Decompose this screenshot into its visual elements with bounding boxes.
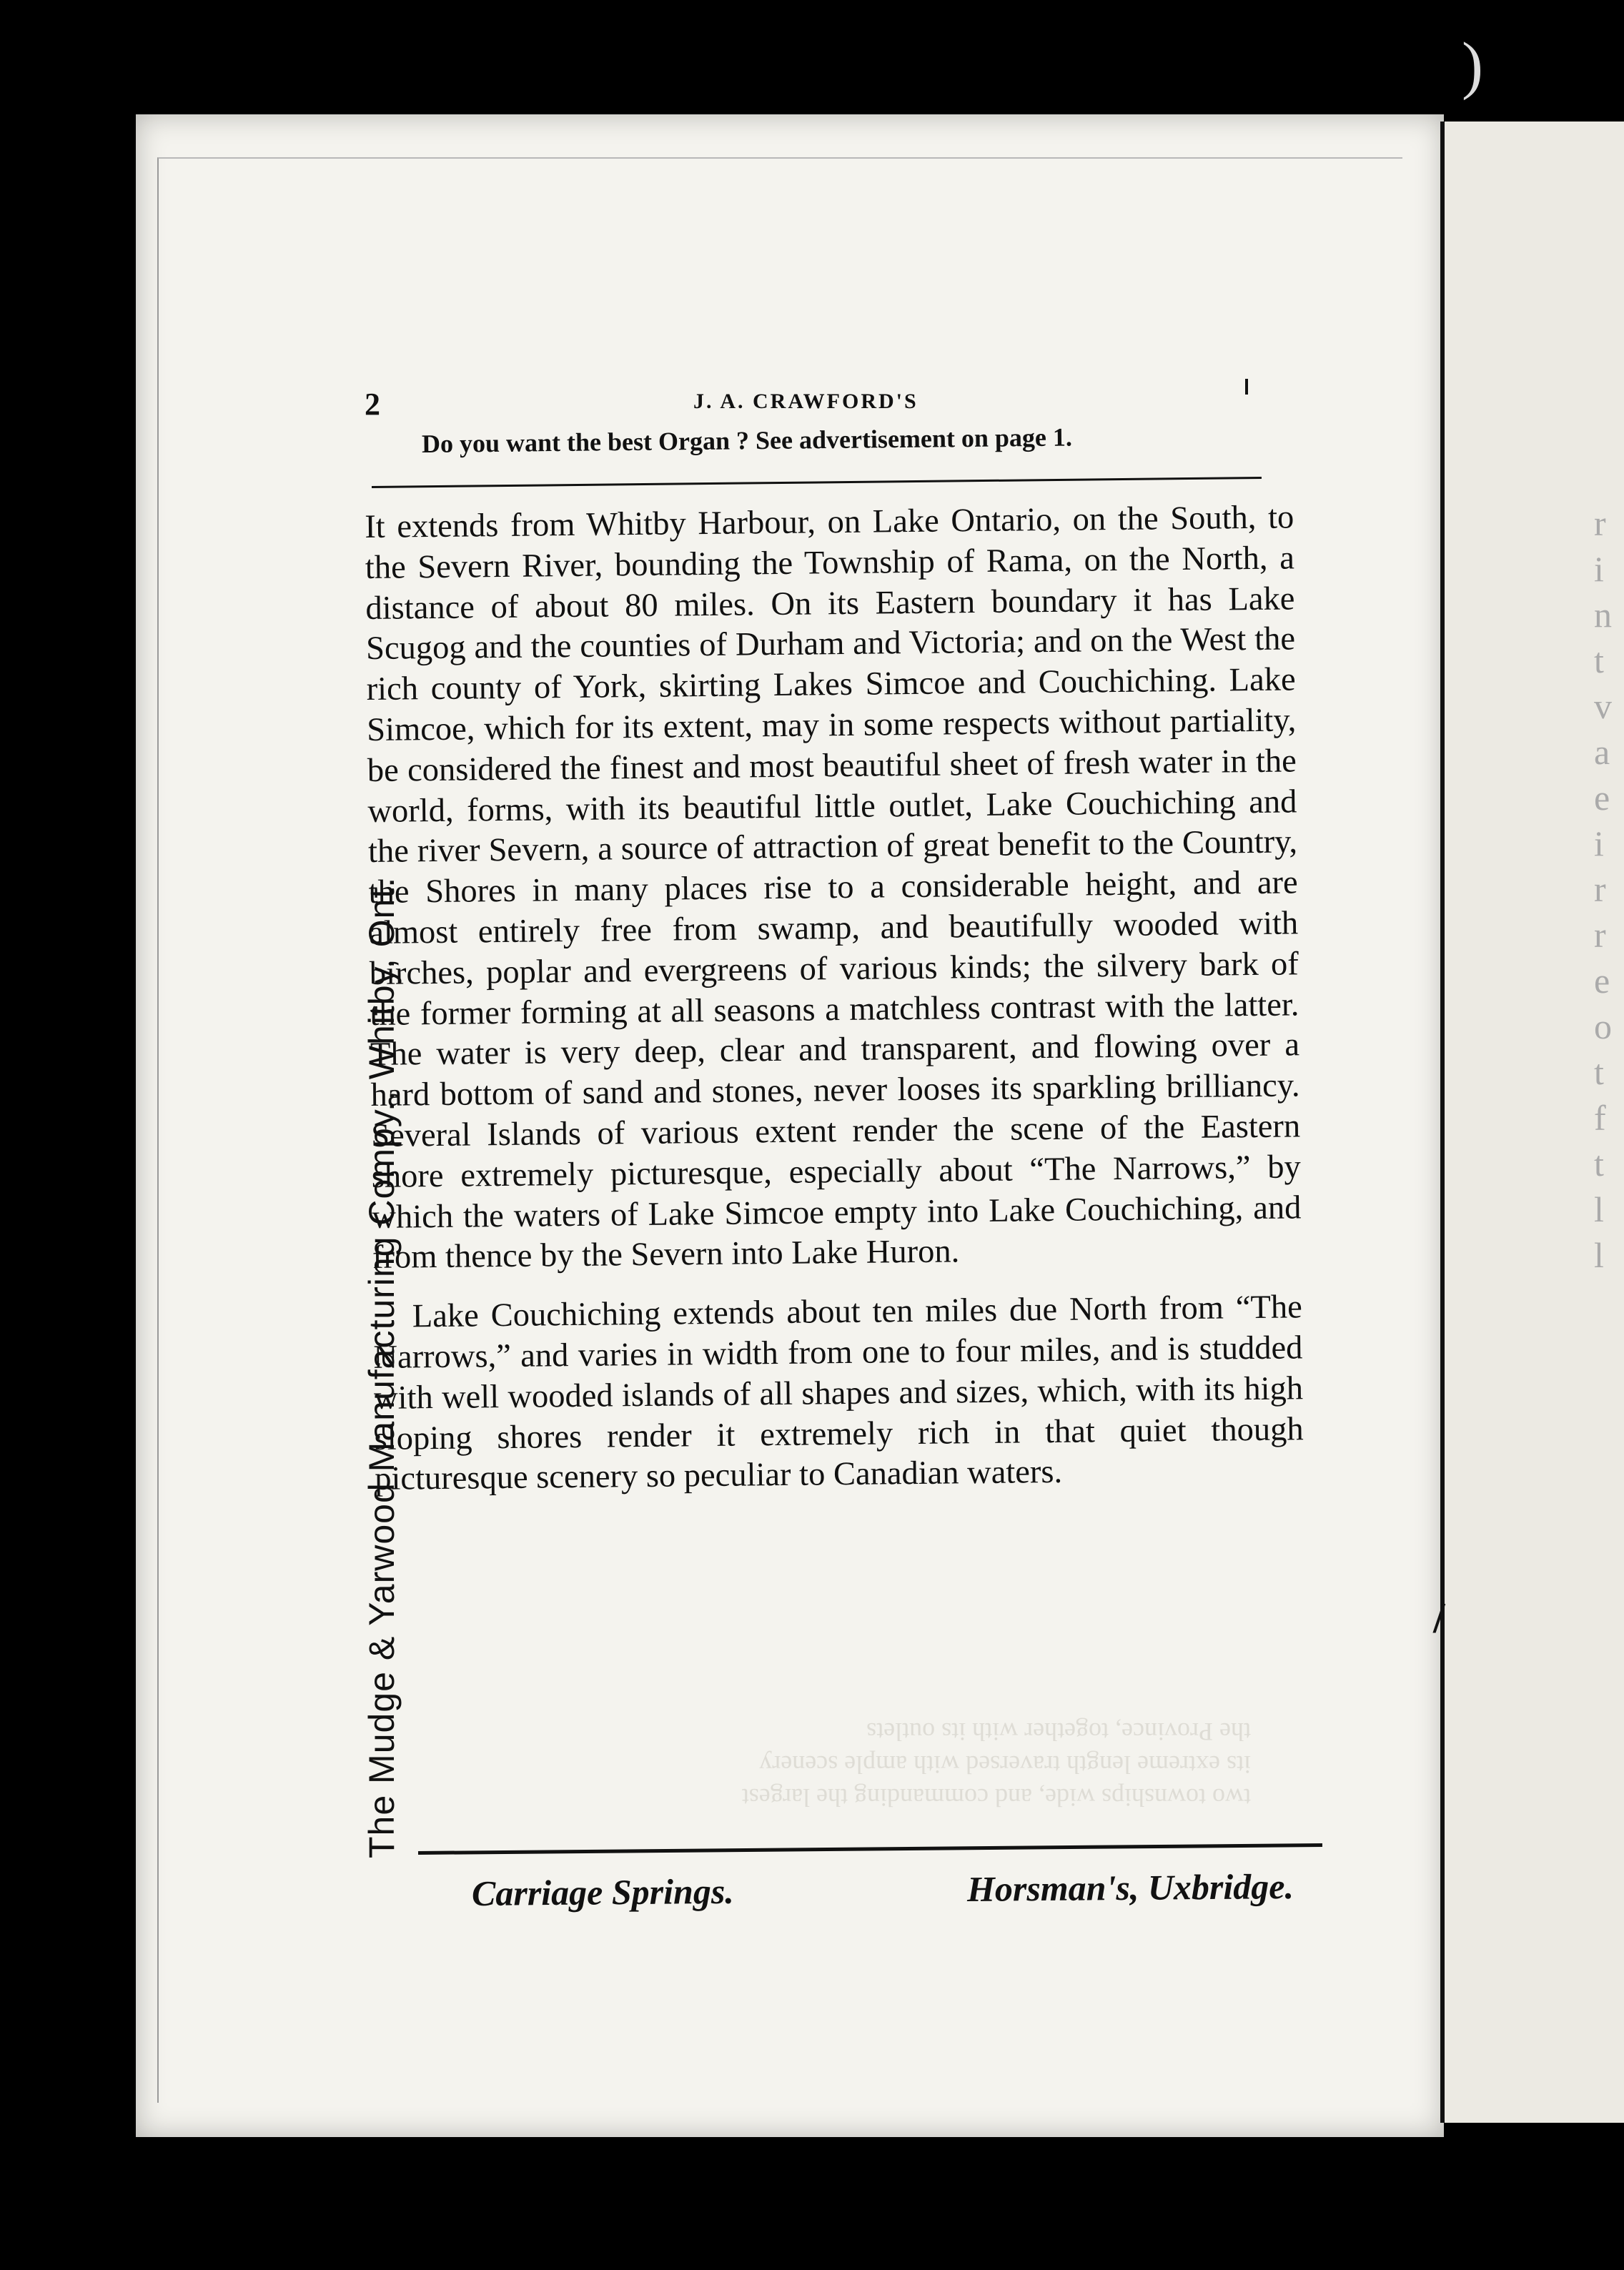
corner-mark: ): [1462, 30, 1483, 101]
page-number: 2: [365, 387, 380, 422]
footer-right: Horsman's, Uxbridge.: [966, 1865, 1294, 1909]
footer-advertisement: [472, 1865, 1294, 1914]
footer-left: Carriage Springs.: [471, 1870, 735, 1913]
paragraph-2: Lake Couchiching extends about ten miles due North from “The Narrows,” and varies in width from one to four miles, and is studded with well wooded islands of all shapes and sizes, which, with its high sloping shores render it extremely rich in that quiet though picturesque scenery so peculiar to Canadian waters.: [373, 1289, 1304, 1498]
side-advertisement: The Mudge & Yarwood Manufacturing Compy., Whitby, Ont.: [362, 876, 402, 1858]
paragraph-1: It extends from Whitby Harbour, on Lake Ontario, on the South, to the Severn River, bounding the Township of Rama, on the North, a distance of about 80 miles. On its Eastern boundary it has Lake Scugog and the counties of Durham and Victoria; and on the West the rich county of York, skirting Lakes Simcoe and Couchiching. Lake Simcoe, which for its extent, may in some respects without partiality, be considered the finest and most beautiful sheet of fresh water in the world, forms, with its beautiful little outlet, Lake Couchiching and the river Severn, a source of attraction of great benefit to the Country, the Shores in many places rise to a considerable height, and are almost entirely free from swamp, and beautifully wooded with birches, poplar and evergreens of various kinds; the silvery bark of the former forming at all seasons a matchless contrast with the latter. The water is very deep, clear and transparent, and flowing over a hard bottom of sand and stones, never looses its sparkling brilliancy. Several Islands of various extent render the scene of the Eastern shore extremely picturesque, especially about “The Narrows,” by which the waters of Lake Simcoe empty into Lake Couchiching, and from thence by the Severn into Lake Huron.: [365, 499, 1302, 1277]
edge-mark: /: [1433, 1595, 1445, 1642]
adjacent-page-text: r i n t v a e i r r e o t f t l l: [1594, 503, 1612, 1275]
body-text: [365, 497, 1304, 1500]
header-advertisement: Do you want the best Organ ? See advertisement on page 1.: [421, 422, 1073, 458]
running-head: J. A. CRAWFORD'S: [693, 390, 919, 413]
tick-mark: [1245, 379, 1248, 395]
bleed-through-text: two townships wide, and commanding the largest its extreme length traversed with ample scenery the Province, together with its outlets: [741, 1718, 1251, 1812]
